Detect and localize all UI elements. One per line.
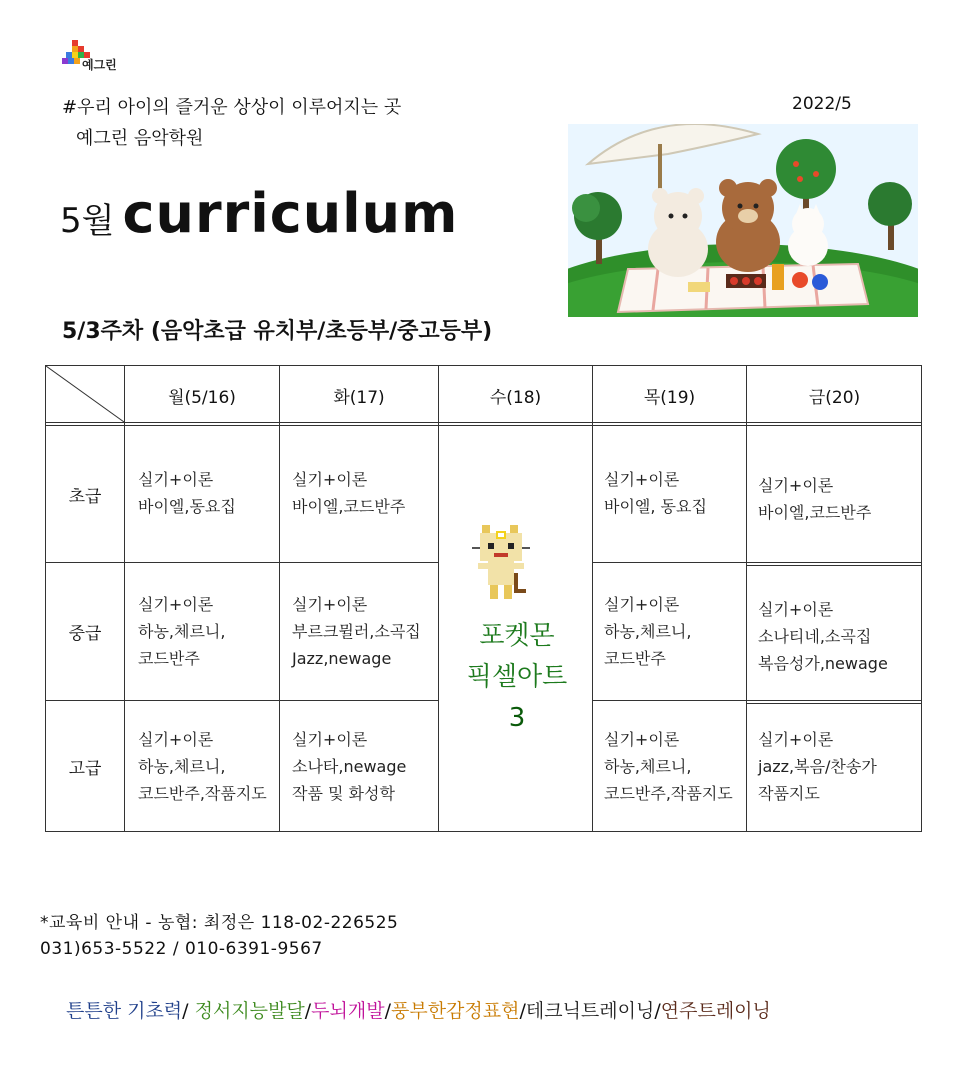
tagline: #우리 아이의 즐거운 상상이 이루어지는 곳 [62,97,402,118]
wednesday-line2: 픽셀아트 [466,662,568,692]
cell-beginner-fri: 실기+이론 바이엘,코드반주 [758,476,872,522]
cell-intermediate-mon: 실기+이론 하농,체르니, 코드반주 [138,595,226,668]
goal-segment: / [654,1000,661,1022]
cell-intermediate-thu: 실기+이론 하농,체르니, 코드반주 [604,595,692,668]
academy-name: 예그린 음악학원 [76,128,204,149]
goal-segment: / [182,1000,195,1022]
picnic-illustration [568,124,918,317]
page-title [60,182,458,245]
header-day-wed: 수(18) [489,387,542,408]
cell-intermediate-fri: 실기+이론 소나티네,소곡집 복음성가,newage [758,600,888,673]
goal-segment: 튼튼한 기초력 [66,1000,183,1022]
cell-beginner-mon: 실기+이론 바이엘,동요집 [138,470,236,516]
cell-advanced-tue: 실기+이론 소나타,newage 작품 및 화성학 [292,730,407,803]
header-day-fri: 금(20) [808,387,861,408]
cell-advanced-thu: 실기+이론 하농,체르니, 코드반주,작품지도 [604,730,733,803]
header-day-tue: 화(17) [333,387,385,408]
goal-segment: 연주트레이닝 [660,1000,771,1022]
goal-segment: / [304,1000,312,1022]
goal-segment: / [519,1000,526,1022]
cell-beginner-tue: 실기+이론 바이엘,코드반주 [292,470,406,516]
header-day-thu: 목(19) [643,387,696,408]
title-word: curriculum [122,182,459,245]
header-day-mon: 월(5/16) [168,387,236,408]
cell-advanced-mon: 실기+이론 하농,체르니, 코드반주,작품지도 [138,730,267,803]
date: 2022/5 [792,94,852,114]
fee-info: *교육비 안내 - 농협: 최정은 118-02-226525 [40,913,399,933]
wednesday-line3: 3 [508,703,526,733]
level-advanced: 고급 [68,759,102,779]
wednesday-activity [440,616,594,739]
goal-segment: 정서지능발달 [194,1000,305,1022]
cell-beginner-thu: 실기+이론 바이엘, 동요집 [604,470,707,516]
level-beginner: 초급 [68,486,102,507]
cell-advanced-fri: 실기+이론 jazz,복음/찬송가 작품지도 [758,730,877,803]
goal-segment: 테크닉트레이닝 [525,1000,655,1022]
curriculum-table [45,365,922,832]
goal-segment: / [384,1000,391,1022]
week-title: 5/3주차 (음악초급 유치부/초등부/중고등부) [62,319,493,344]
phone-numbers: 031)653-5522 / 010-6391-9567 [40,939,323,959]
meowth-pixel-icon [470,521,532,607]
education-goals [66,996,771,1023]
goal-segment: 풍부한감정표현 [390,1000,520,1022]
cell-intermediate-tue: 실기+이론 부르크뮐러,소곡집 Jazz,newage [292,595,421,668]
wednesday-line1: 포켓몬 [479,621,555,651]
logo-text: 예그린 [82,58,117,72]
title-month: 5월 [60,201,115,241]
header-diagonal [46,366,124,423]
level-intermediate: 중급 [68,624,102,644]
goal-segment: 두뇌개발 [311,1000,385,1022]
